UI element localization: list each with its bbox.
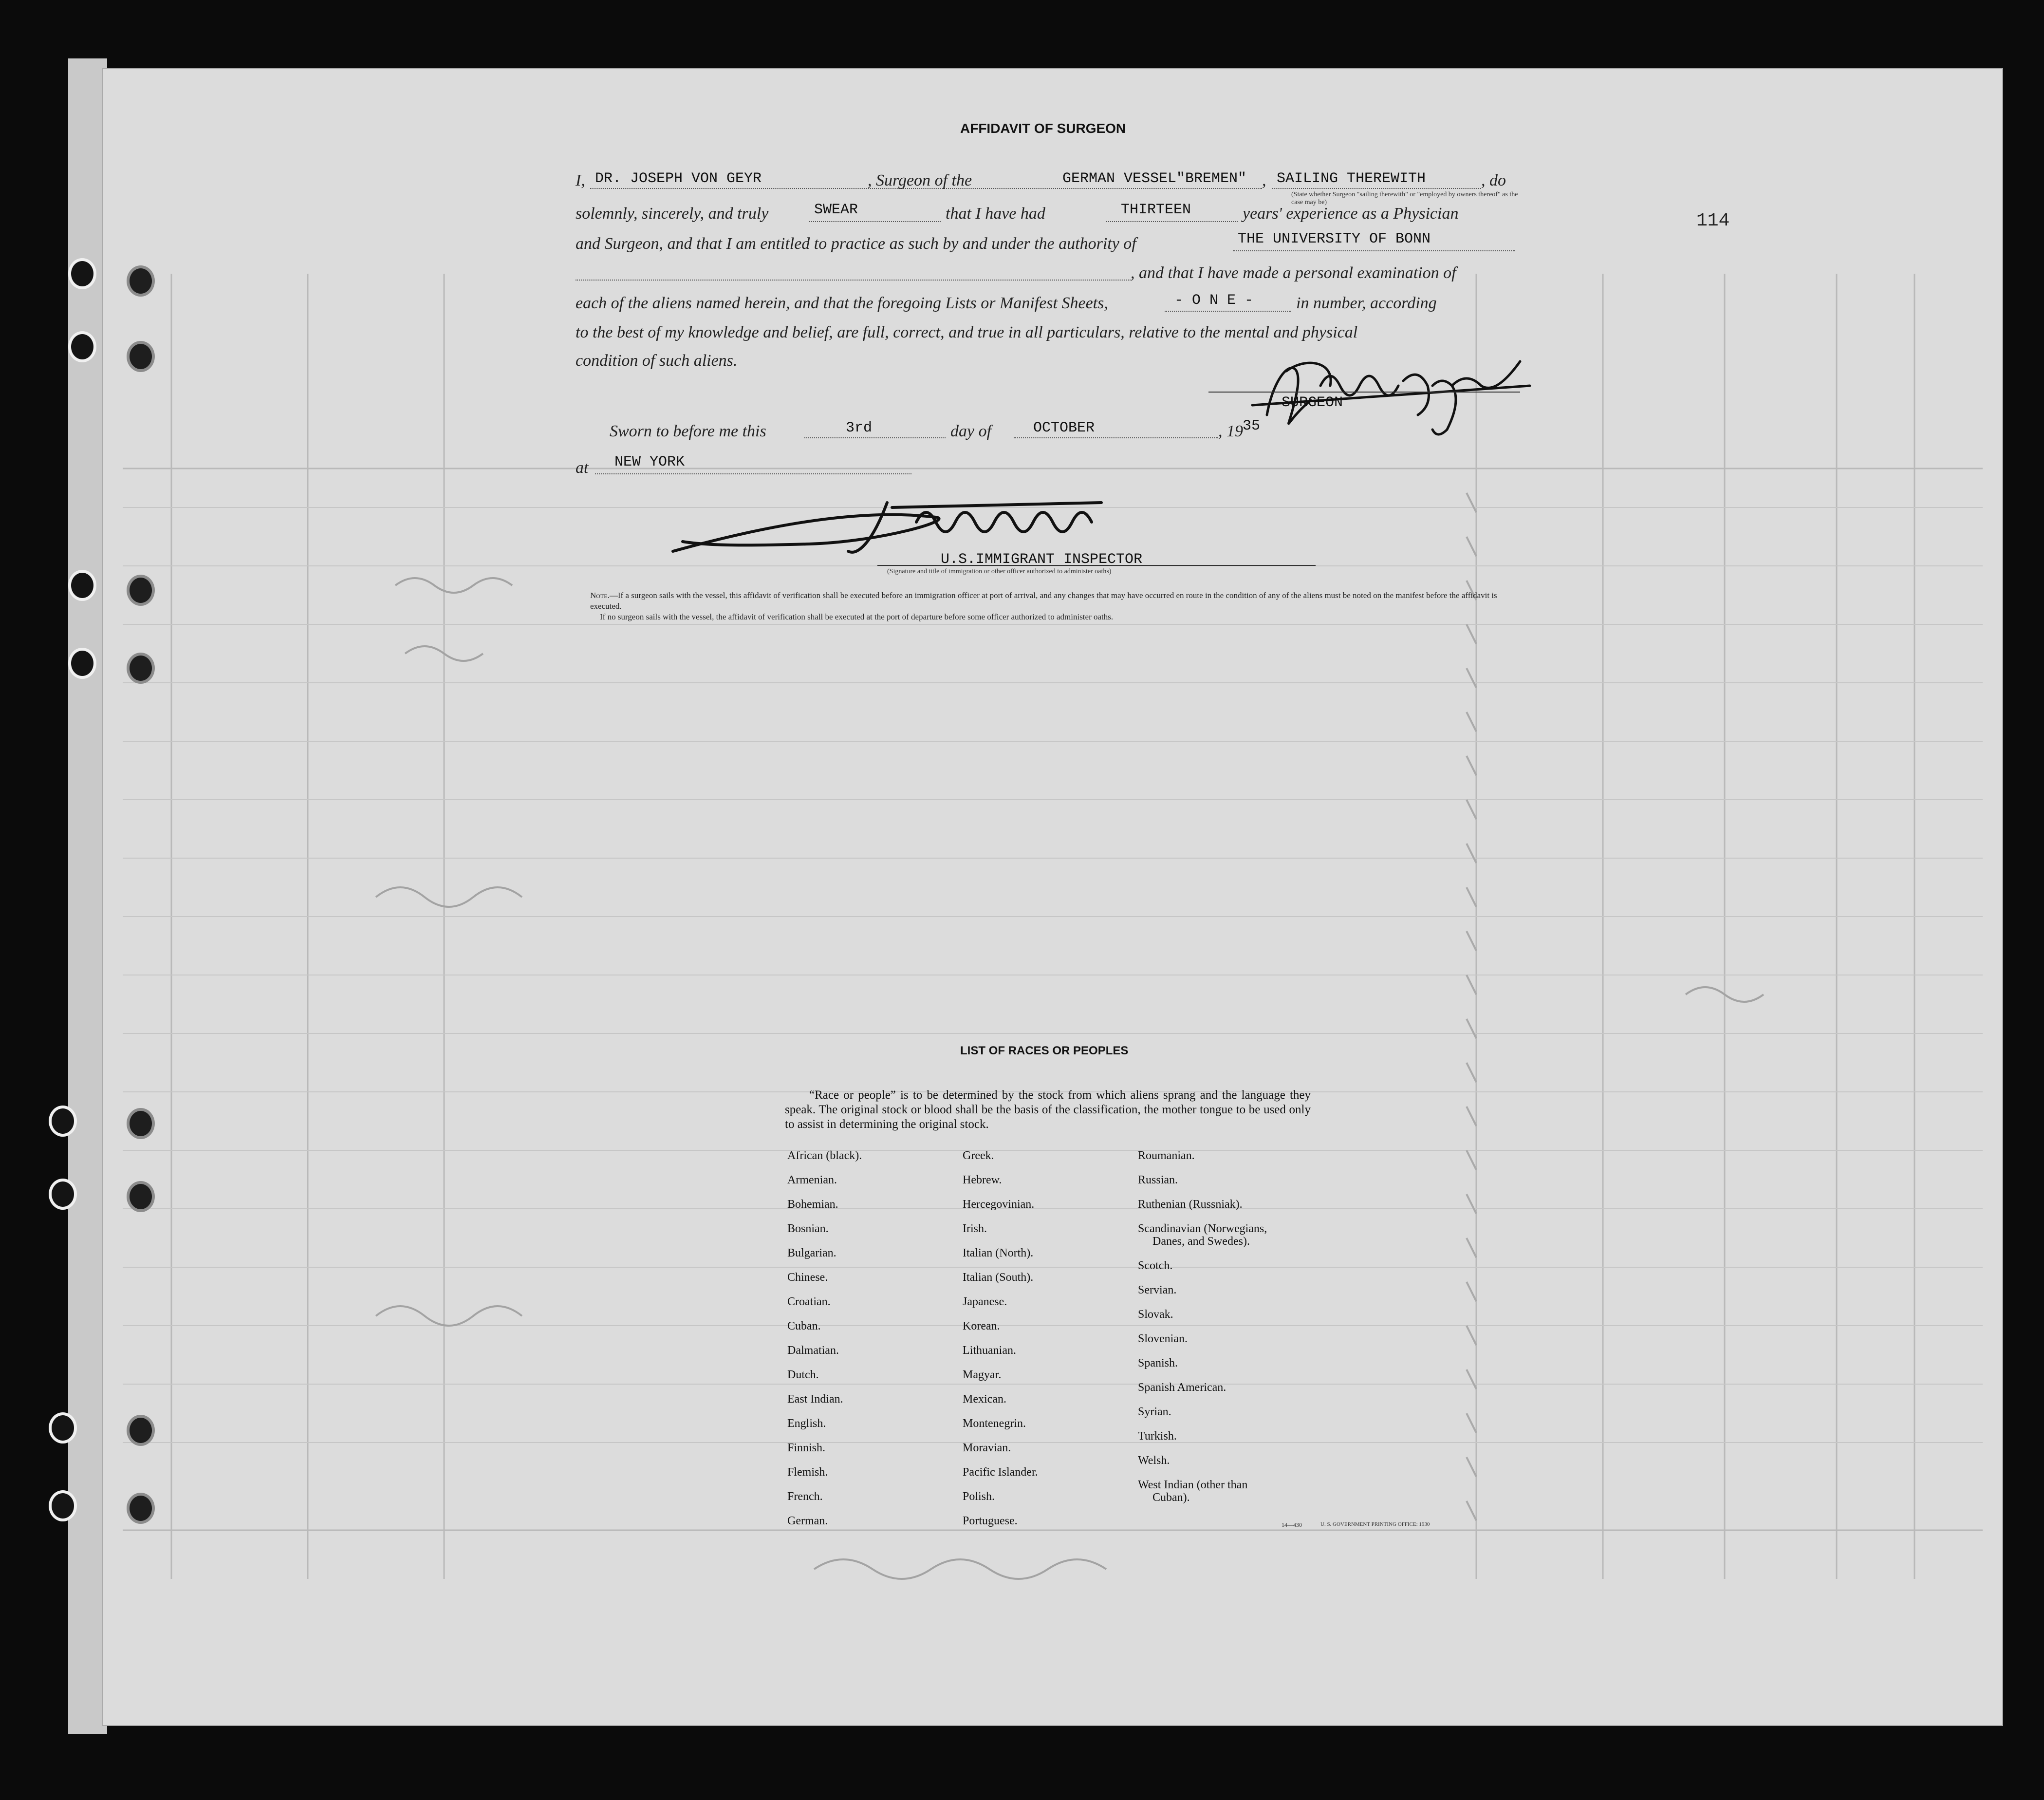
years-experience-rule	[1106, 221, 1238, 222]
affidavit-line2-mid: that I have had	[946, 205, 1045, 223]
race-item: Hercegovinian.	[963, 1198, 1035, 1211]
race-item: Italian (South).	[963, 1271, 1034, 1284]
affidavit-line1-do: , do	[1481, 171, 1506, 189]
race-item: Dutch.	[787, 1369, 819, 1381]
manifest-sheet-count-rule	[1165, 311, 1291, 312]
binder-hole	[49, 1490, 77, 1521]
surgeon-label: SURGEON	[1282, 394, 1343, 411]
surgeon-role-rule	[1272, 188, 1481, 189]
note-text-1: —If a surgeon sails with the vessel, this affidavit of verification shall be executed before an immigration officer at port of arrival, and any changes that may have occurred en route in the condition of any of the aliens must be noted on the manifest before the affidavit is executed.	[590, 591, 1497, 611]
binder-hole	[127, 1493, 155, 1524]
binder-hole	[127, 575, 155, 606]
race-item: Servian.	[1138, 1284, 1177, 1296]
inspector-title: U.S.IMMIGRANT INSPECTOR	[941, 551, 1143, 568]
licensing-authority: THE UNIVERSITY OF BONN	[1238, 231, 1431, 247]
race-item: Lithuanian.	[963, 1344, 1016, 1357]
race-item: Syrian.	[1138, 1406, 1171, 1418]
manifest-sheet-count: - O N E -	[1174, 292, 1254, 309]
note-text-2: If no surgeon sails with the vessel, the affidavit of verification shall be executed at the port of departure before some officer authorized to administer oaths.	[600, 612, 1114, 621]
race-item: Ruthenian (Russniak).	[1138, 1198, 1243, 1211]
binder-hole	[127, 653, 155, 684]
binder-hole	[68, 570, 96, 601]
race-item: East Indian.	[787, 1393, 843, 1406]
race-item: Hebrew.	[963, 1174, 1002, 1186]
ghost-table-lines	[103, 69, 2002, 1725]
oath-type: SWEAR	[814, 202, 858, 218]
binder-hole	[68, 648, 96, 679]
affidavit-line1-comma: ,	[1262, 171, 1266, 189]
race-item: Pacific Islander.	[963, 1466, 1038, 1479]
races-title: LIST OF RACES OR PEOPLES	[960, 1044, 1129, 1057]
race-item: Slovak.	[1138, 1308, 1173, 1321]
note-label: Note.	[590, 591, 610, 600]
affidavit-line1-surgeon-of: , Surgeon of the	[868, 171, 972, 189]
affidavit-line6: to the best of my knowledge and belief, are full, correct, and true in all particulars, relative to the mental and physical	[576, 323, 1358, 341]
affidavit-line7: condition of such aliens.	[576, 352, 738, 370]
vessel-name: GERMAN VESSEL"BREMEN"	[1062, 170, 1247, 187]
page-edge	[68, 58, 107, 1734]
race-item: Welsh.	[1138, 1454, 1170, 1467]
surgeon-signature	[1238, 342, 1540, 439]
sworn-day-of: day of	[950, 422, 992, 440]
race-item: Flemish.	[787, 1466, 828, 1479]
affidavit-line5-prefix: each of the aliens named herein, and that the foregoing Lists or Manifest Sheets,	[576, 294, 1108, 312]
race-item: Slovenian.	[1138, 1332, 1188, 1345]
race-item: Roumanian.	[1138, 1149, 1195, 1162]
race-item: Mexican.	[963, 1393, 1006, 1406]
binder-hole	[127, 1181, 155, 1212]
race-item: French.	[787, 1490, 823, 1503]
sworn-year: 35	[1243, 418, 1261, 434]
form-number: 14—430	[1282, 1521, 1302, 1528]
race-item: Bosnian.	[787, 1222, 829, 1235]
inspector-title-hint: (Signature and title of immigration or other officer authorized to administer oaths)	[887, 568, 1112, 575]
binder-hole	[127, 1415, 155, 1446]
sworn-century: , 19	[1218, 422, 1243, 440]
race-item: Polish.	[963, 1490, 995, 1503]
binder-hole	[49, 1179, 77, 1210]
race-item: Korean.	[963, 1320, 1000, 1332]
binder-hole	[68, 331, 96, 362]
sworn-place-rule	[595, 473, 911, 474]
binder-hole	[49, 1412, 77, 1444]
sworn-month-rule	[1014, 437, 1218, 438]
affidavit-line4-text: , and that I have made a personal examination of	[1131, 264, 1456, 282]
race-item: African (black).	[787, 1149, 862, 1162]
race-item: Magyar.	[963, 1369, 1002, 1381]
race-item: Greek.	[963, 1149, 994, 1162]
race-item: Armenian.	[787, 1174, 837, 1186]
races-intro: “Race or people” is to be determined by the stock from which aliens sprang and the language they speak. The original stock or blood shall be the basis of the classification, the mother tongue to be used only to assist in determining the original stock.	[785, 1088, 1311, 1131]
manifest-page	[102, 68, 2003, 1726]
race-item: Spanish American.	[1138, 1381, 1226, 1394]
affidavit-note	[590, 590, 1520, 622]
race-item: Spanish.	[1138, 1357, 1178, 1369]
affidavit-line5-suffix: in number, according	[1296, 294, 1437, 312]
affidavit-line2-prefix: solemnly, sincerely, and truly	[576, 205, 769, 223]
surgeon-signature-rule	[1208, 392, 1520, 393]
race-item: Scandinavian (Norwegians,	[1138, 1222, 1267, 1235]
race-item: West Indian (other than	[1138, 1479, 1248, 1491]
race-item: Chinese.	[787, 1271, 828, 1284]
binder-hole	[127, 1108, 155, 1139]
sworn-place: NEW YORK	[614, 454, 685, 470]
race-item: Portuguese.	[963, 1515, 1018, 1527]
race-item: German.	[787, 1515, 828, 1527]
race-item: Dalmatian.	[787, 1344, 839, 1357]
licensing-authority-rule	[1233, 250, 1515, 251]
race-item: Irish.	[963, 1222, 987, 1235]
years-experience: THIRTEEN	[1121, 202, 1191, 218]
binder-hole	[68, 258, 96, 289]
affidavit-line1-prefix: I,	[576, 171, 585, 189]
binder-hole	[127, 265, 155, 297]
race-item: Montenegrin.	[963, 1417, 1026, 1430]
race-item: Scotch.	[1138, 1259, 1173, 1272]
binder-hole	[49, 1106, 77, 1137]
race-item: Cuban).	[1152, 1491, 1190, 1504]
at-label: at	[576, 459, 589, 477]
blank-rule-line4	[576, 280, 1131, 281]
surgeon-role: SAILING THEREWITH	[1277, 170, 1426, 187]
page-number: 114	[1696, 210, 1730, 231]
affidavit-line2-suffix: years' experience as a Physician	[1243, 205, 1459, 223]
race-item: Bulgarian.	[787, 1247, 836, 1259]
race-item: Cuban.	[787, 1320, 821, 1332]
surgeon-role-hint: (State whether Surgeon "sailing therewith" or "employed by owners thereof" as the case may be)	[1291, 191, 1518, 206]
printing-office: U. S. GOVERNMENT PRINTING OFFICE: 1930	[1320, 1521, 1430, 1527]
affidavit-line3-prefix: and Surgeon, and that I am entitled to practice as such by and under the authority of	[576, 235, 1136, 253]
affidavit-title: AFFIDAVIT OF SURGEON	[960, 121, 1126, 136]
race-item: Japanese.	[963, 1295, 1007, 1308]
surgeon-name: DR. JOSEPH VON GEYR	[595, 170, 762, 187]
sworn-prefix: Sworn to before me this	[610, 422, 766, 440]
race-item: Russian.	[1138, 1174, 1178, 1186]
race-item: Danes, and Swedes).	[1152, 1235, 1250, 1248]
oath-type-rule	[809, 221, 941, 222]
binder-hole	[127, 341, 155, 372]
race-item: Italian (North).	[963, 1247, 1034, 1259]
race-item: Bohemian.	[787, 1198, 838, 1211]
race-item: English.	[787, 1417, 826, 1430]
race-item: Finnish.	[787, 1442, 826, 1454]
race-item: Croatian.	[787, 1295, 831, 1308]
sworn-day: 3rd	[846, 420, 873, 436]
sworn-month: OCTOBER	[1033, 420, 1095, 436]
race-item: Moravian.	[963, 1442, 1011, 1454]
race-item: Turkish.	[1138, 1430, 1177, 1443]
sworn-day-rule	[804, 437, 946, 438]
